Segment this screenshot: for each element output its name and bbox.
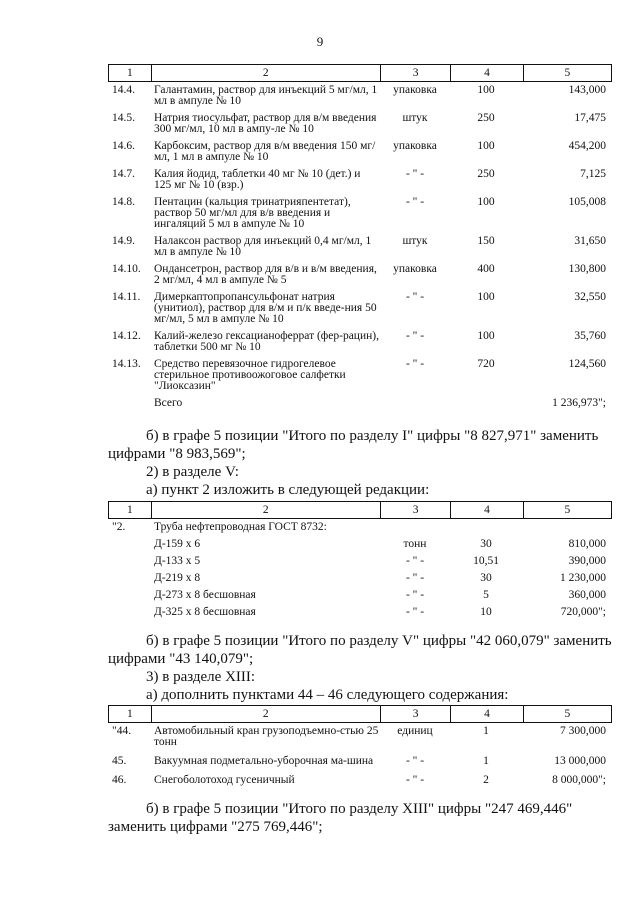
item-price: 17,475 [574, 112, 606, 124]
header-cell: 4 [451, 706, 523, 722]
item-number: 14.10. [112, 263, 141, 275]
item-name: Д-159 х 6 [154, 538, 201, 550]
header-cell: 3 [381, 502, 451, 518]
item-price: 124,560 [568, 358, 606, 370]
item-unit: штук [402, 235, 428, 247]
item-number [108, 573, 150, 584]
header-cell: 1 [109, 502, 152, 518]
item-unit: упаковка [393, 140, 437, 152]
item-number: 14.4. [112, 84, 135, 96]
header-cell: 1 [109, 65, 152, 81]
item-price: 390,000 [568, 555, 606, 567]
table-row [108, 607, 612, 618]
item-number: "2. [112, 521, 126, 533]
item-number [108, 590, 150, 601]
item-unit: - " - [405, 330, 425, 342]
paragraph-section-5: 2) в разделе V: [146, 464, 239, 480]
page-number: 9 [316, 34, 324, 49]
table-row [108, 292, 612, 325]
item-number: 14.8. [112, 196, 135, 208]
table-row [108, 331, 612, 353]
item-number: 14.6. [112, 140, 135, 152]
item-number: 14.13. [112, 358, 141, 370]
item-unit: - " - [405, 291, 425, 303]
table-row [108, 756, 612, 767]
table-row [108, 197, 612, 230]
item-quantity: 100 [477, 291, 495, 303]
item-name: Димеркаптопропансульфонат натрия (унитиол), раствор для в/м и п/к введе-ния 50 мг/мл, 5 мл в ампуле № 10 [154, 291, 377, 325]
item-price: 31,650 [574, 235, 606, 247]
item-quantity: 150 [477, 235, 495, 247]
item-price: 810,000 [568, 538, 606, 550]
table-header [108, 705, 612, 723]
table-row [108, 169, 612, 191]
header-cell: 2 [152, 502, 381, 518]
item-number [108, 539, 150, 550]
item-quantity: 250 [477, 168, 495, 180]
item-number: 46. [112, 774, 127, 786]
item-quantity: 1 [483, 725, 489, 737]
table-row [108, 539, 612, 550]
item-unit: тонн [403, 538, 427, 550]
item-quantity: 250 [477, 112, 495, 124]
paragraph-b-section-13: б) в графе 5 позиции "Итого по разделу XIII" цифры "247 469,446" заменить цифрами "275 769,446"; [108, 801, 573, 835]
item-price: 7 300,000 [560, 725, 606, 737]
table-row [108, 264, 612, 286]
item-quantity: 10 [480, 606, 492, 618]
item-price: 1 230,000 [560, 572, 606, 584]
item-quantity: 720 [477, 358, 495, 370]
item-unit [380, 522, 450, 533]
item-number [108, 607, 150, 618]
item-price: 13 000,000 [554, 755, 606, 767]
item-name: Д-219 х 8 [154, 572, 201, 584]
item-quantity [450, 522, 522, 533]
item-number: 45. [112, 755, 127, 767]
item-price: 143,000 [568, 84, 606, 96]
table-header [108, 64, 612, 82]
item-name: Ондансетрон, раствор для в/в и в/м введения, 2 мг/мл, 4 мл в ампуле № 5 [154, 263, 377, 286]
item-number: 14.12. [112, 330, 141, 342]
item-name: Пентацин (кальция тринатрияпентетат), раствор 50 мг/мл для в/в введения и ингаляций 5 мл в ампуле № 10 [154, 196, 351, 230]
header-cell: 4 [451, 502, 523, 518]
item-quantity: 30 [480, 572, 492, 584]
item-number: 14.7. [112, 168, 135, 180]
item-name: Вакуумная подметально-уборочная ма-шина [154, 755, 374, 767]
paragraph-a-item-2: а) пункт 2 изложить в следующей редакции: [146, 482, 430, 498]
item-price: 32,550 [574, 291, 606, 303]
header-cell: 5 [564, 708, 571, 720]
item-name: Калия йодид, таблетки 40 мг № 10 (дет.) и 125 мг № 10 (взр.) [154, 168, 361, 191]
header-cell: 1 [109, 706, 152, 722]
item-unit: - " - [405, 572, 425, 584]
item-name: Натрия тиосульфат, раствор для в/м введения 300 мг/мл, 10 мл в ампу-ле № 10 [154, 112, 377, 135]
item-name: Налаксон раствор для инъекций 0,4 мг/мл, 1 мл в ампуле № 10 [154, 235, 372, 258]
item-quantity: 10,51 [473, 555, 499, 567]
item-quantity: 400 [477, 263, 495, 275]
table-row [108, 359, 612, 392]
item-number [108, 398, 150, 409]
equipment-table [108, 705, 612, 794]
item-number: "44. [112, 725, 132, 737]
item-quantity: 2 [483, 774, 489, 786]
header-cell: 5 [564, 67, 571, 79]
table-row [108, 590, 612, 601]
item-number: 14.5. [112, 112, 135, 124]
item-price: 8 000,000"; [552, 774, 606, 786]
item-quantity: 1 [483, 755, 489, 767]
item-name: Труба нефтепроводная ГОСТ 8732: [154, 521, 327, 533]
item-unit: - " - [405, 358, 425, 370]
item-unit: упаковка [393, 263, 437, 275]
table-row [108, 522, 612, 533]
item-unit: - " - [405, 196, 425, 208]
table-row [108, 141, 612, 163]
item-name: Карбоксим, раствор для в/м введения 150 мг/мл, 1 мл в ампуле № 10 [154, 140, 376, 163]
item-name: Средство перевязочное гидрогелевое стерильное противоожоговое салфетки "Лиоксазин" [154, 358, 346, 392]
header-cell: 4 [451, 65, 523, 81]
item-price: 1 236,973"; [552, 397, 606, 409]
item-price: 7,125 [580, 168, 606, 180]
paragraph-a-items-44-46: а) дополнить пунктами 44 – 46 следующего содержания: [146, 687, 509, 703]
header-cell: 2 [152, 706, 381, 722]
item-price: 720,000"; [560, 606, 606, 618]
header-cell: 2 [152, 65, 381, 81]
item-price: 105,008 [568, 196, 606, 208]
item-number [108, 556, 150, 567]
table-row [108, 236, 612, 258]
item-unit: штук [402, 112, 428, 124]
item-price: 35,760 [574, 330, 606, 342]
table-row [108, 398, 612, 409]
table-row [108, 85, 612, 107]
pipe-table [108, 501, 612, 624]
item-quantity: 100 [477, 140, 495, 152]
item-quantity: 100 [477, 84, 495, 96]
item-unit: - " - [405, 168, 425, 180]
table-row [108, 775, 612, 786]
table-row [108, 573, 612, 584]
item-unit: - " - [405, 589, 425, 601]
item-quantity [450, 398, 522, 409]
table-row [108, 726, 612, 748]
header-cell: 3 [381, 65, 451, 81]
item-unit: - " - [405, 555, 425, 567]
item-name: Снегоболотоход гусеничный [154, 774, 295, 786]
item-unit: - " - [405, 755, 425, 767]
item-name: Д-325 х 8 бесшовная [154, 606, 256, 618]
item-name: Галантамин, раствор для инъекций 5 мг/мл, 1 мл в ампуле № 10 [154, 84, 378, 107]
item-name: Д-133 х 5 [154, 555, 201, 567]
item-price [522, 522, 610, 533]
item-number: 14.11. [112, 291, 141, 303]
table-header [108, 501, 612, 519]
item-unit: - " - [405, 606, 425, 618]
paragraph-section-13: 3) в разделе XIII: [146, 669, 256, 685]
table-row [108, 113, 612, 135]
table-row [108, 556, 612, 567]
paragraph-b-section-1: б) в графе 5 позиции "Итого по разделу I" цифры "8 827,971" заменить цифрами "8 983,569"; [108, 428, 599, 462]
item-name: Калий-железо гексацианоферрат (фер-рацин), таблетки 500 мг № 10 [154, 330, 379, 353]
item-unit [380, 398, 450, 409]
item-price: 360,000 [568, 589, 606, 601]
item-price: 454,200 [568, 140, 606, 152]
item-quantity: 100 [477, 196, 495, 208]
item-quantity: 30 [480, 538, 492, 550]
item-unit: единиц [397, 725, 433, 737]
item-price: 130,800 [568, 263, 606, 275]
medicines-table [108, 64, 612, 415]
paragraph-b-section-5: б) в графе 5 позиции "Итого по разделу V" цифры "42 060,079" заменить цифрами "43 140,079"; [108, 633, 612, 667]
header-cell: 3 [381, 706, 451, 722]
item-quantity: 5 [483, 589, 489, 601]
item-name: Всего [154, 397, 183, 409]
header-cell: 5 [564, 504, 571, 516]
item-quantity: 100 [477, 330, 495, 342]
item-name: Д-273 х 8 бесшовная [154, 589, 256, 601]
item-number: 14.9. [112, 235, 135, 247]
item-unit: - " - [405, 774, 425, 786]
item-name: Автомобильный кран грузоподъемно-стью 25 тонн [154, 725, 379, 748]
item-unit: упаковка [393, 84, 437, 96]
